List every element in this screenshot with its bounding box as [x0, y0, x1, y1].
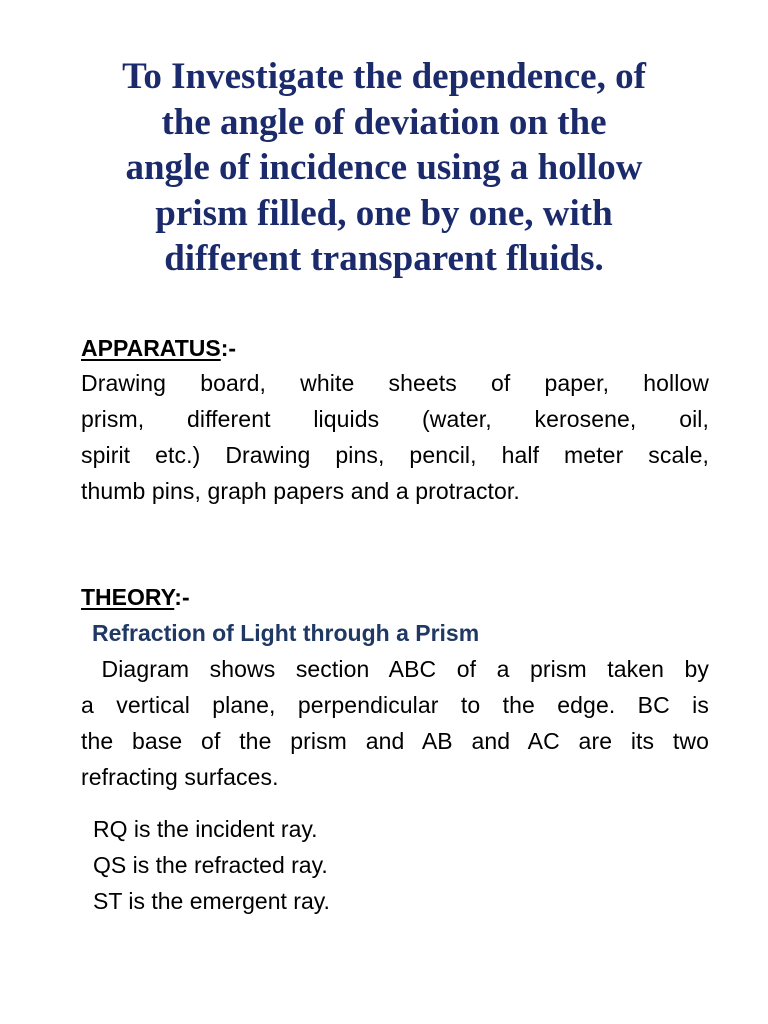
- paragraph-line: prism, different liquids (water, kerosene, oil,: [81, 406, 709, 432]
- theory-section: [81, 582, 709, 612]
- apparatus-paragraph: [81, 365, 709, 509]
- paragraph-line: the base of the prism and AB and AC are its two: [81, 728, 709, 754]
- paragraph-line: Drawing board, white sheets of paper, hollow: [81, 370, 709, 396]
- paragraph-line: spirit etc.) Drawing pins, pencil, half meter scale,: [81, 442, 709, 468]
- apparatus-heading-label: APPARATUS: [81, 335, 221, 361]
- theory-heading-suffix: :-: [174, 584, 190, 610]
- theory-heading-label: THEORY: [81, 584, 175, 610]
- theory-heading: [81, 582, 709, 612]
- ray-definitions: [93, 811, 330, 919]
- apparatus-heading: [81, 333, 709, 363]
- ray-definition-refracted: QS is the refracted ray.: [93, 852, 328, 878]
- title-line: different transparent fluids.: [164, 238, 604, 279]
- theory-body: [81, 651, 709, 795]
- title-line: angle of incidence using a hollow: [125, 147, 643, 188]
- ray-definition-incident: RQ is the incident ray.: [93, 816, 318, 842]
- paragraph-line: refracting surfaces.: [81, 764, 279, 790]
- apparatus-section: [81, 333, 709, 509]
- apparatus-heading-suffix: :-: [220, 335, 237, 361]
- document-title: [60, 54, 708, 282]
- title-line: the angle of deviation on the: [161, 101, 607, 143]
- theory-paragraph: [81, 651, 709, 795]
- title-line: To Investigate the dependence, of: [122, 56, 646, 97]
- title-line: prism filled, one by one, with: [155, 192, 613, 234]
- theory-subheading: Refraction of Light through a Prism: [92, 620, 480, 646]
- ray-definition-emergent: ST is the emergent ray.: [93, 888, 330, 914]
- paragraph-line: a vertical plane, perpendicular to the edge. BC is: [81, 692, 709, 718]
- paragraph-line: thumb pins, graph papers and a protractor.: [81, 478, 520, 504]
- paragraph-line: Diagram shows section ABC of a prism taken by: [81, 656, 709, 682]
